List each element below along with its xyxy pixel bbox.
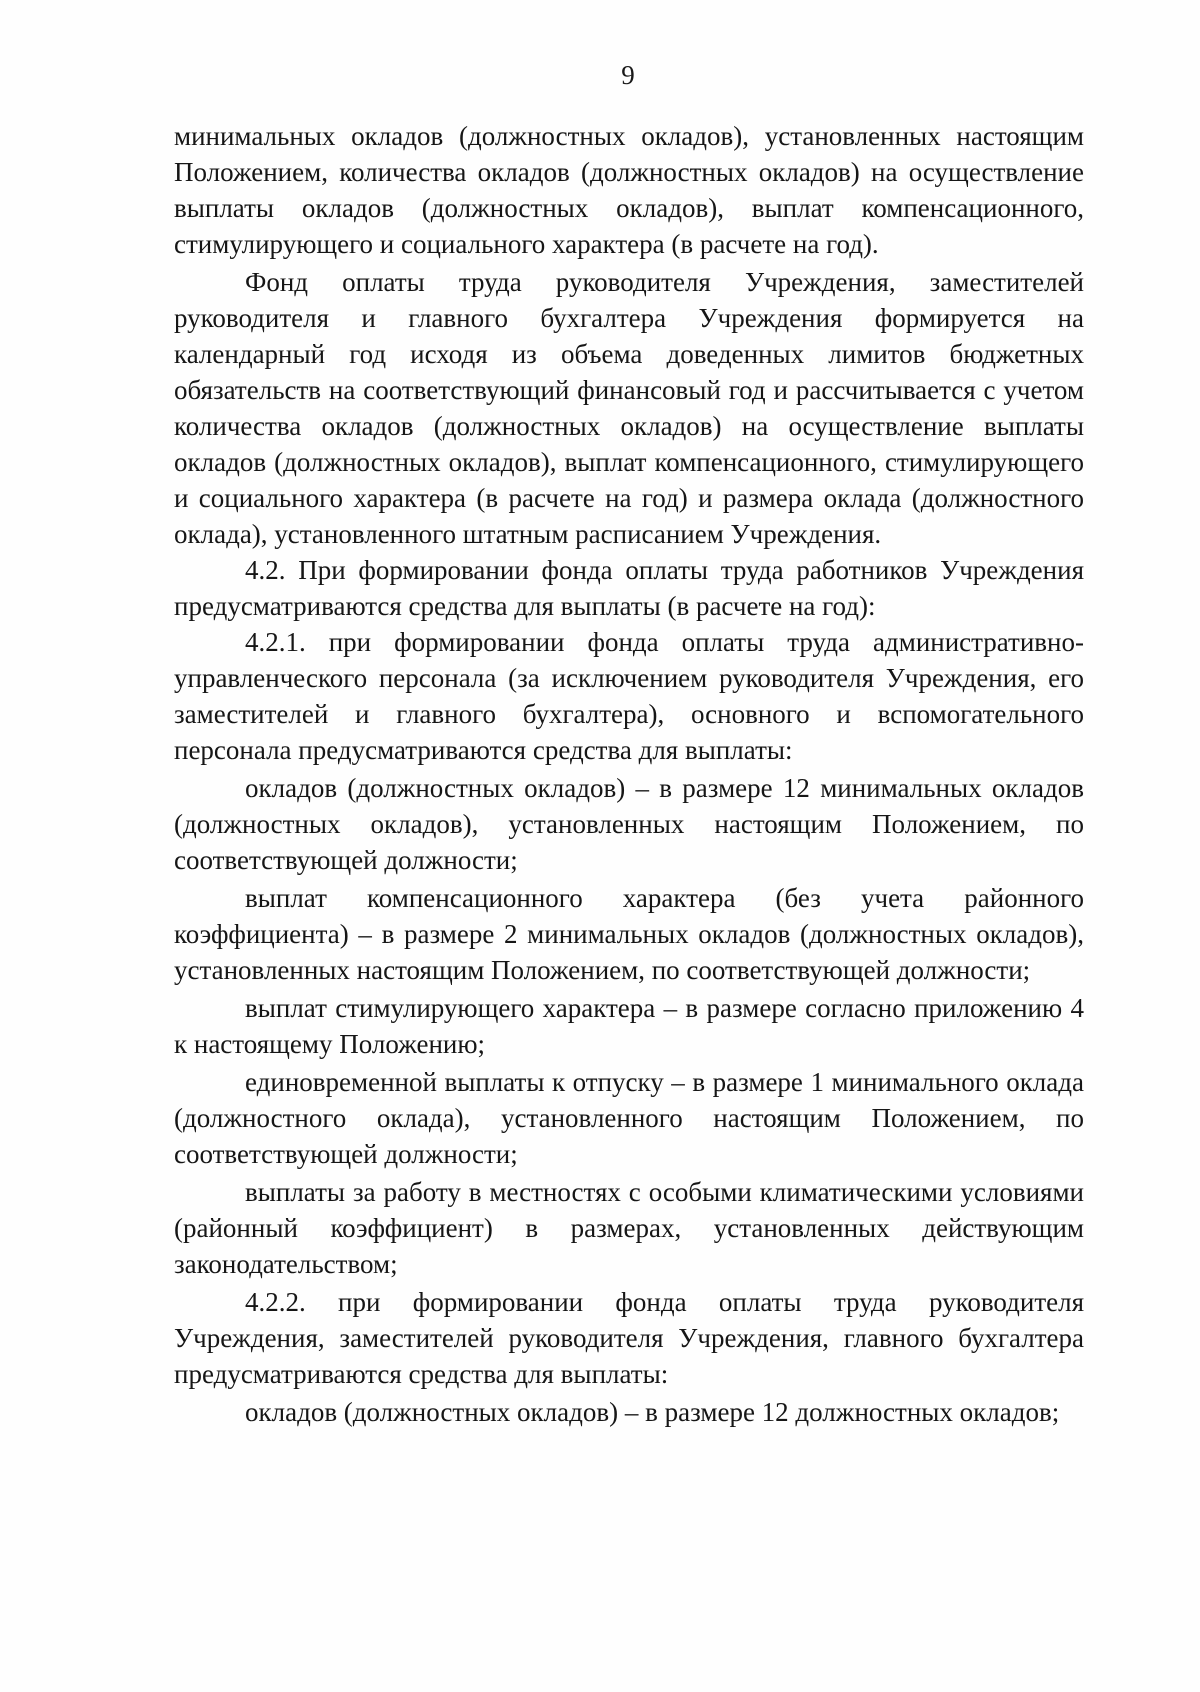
paragraph-1: минимальных окладов (должностных окладов), установленных настоящим Положением, количества окладов (должностных окладов) на осуществление выплаты окладов (должностных окладов), выплат компенсационного, стимулирующего и социального характера (в расчете на год).	[174, 121, 1084, 259]
paragraph-8: единовременной выплаты к отпуску – в размере 1 минимального оклада (должностного оклада), установленного настоящим Положением, по соответствующей должности;	[174, 1067, 1084, 1169]
paragraph-3: 4.2. При формировании фонда оплаты труда работников Учреждения предусматриваются средства для выплаты (в расчете на год):	[174, 555, 1084, 621]
paragraph-4: 4.2.1. при формировании фонда оплаты труда административно-управленческого персонала (за исключением руководителя Учреждения, его заместителей и главного бухгалтера), основного и вспомогательного персонала предусматриваются средства для выплаты:	[174, 627, 1084, 765]
paragraph-7: выплат стимулирующего характера – в размере согласно приложению 4 к настоящему Положению;	[174, 993, 1084, 1059]
paragraph-2: Фонд оплаты труда руководителя Учреждения, заместителей руководителя и главного бухгалтера Учреждения формируется на календарный год исходя из объема доведенных лимитов бюджетных обязательств на соответствующий финансовый год и рассчитывается с учетом количества окладов (должностных окладов) на осуществление выплаты окладов (должностных окладов), выплат компенсационного, стимулирующего и социального характера (в расчете на год) и размера оклада (должностного оклада), установленного штатным расписанием Учреждения.	[174, 267, 1084, 549]
document-body	[174, 118, 1084, 1430]
paragraph-9: выплаты за работу в местностях с особыми климатическими условиями (районный коэффициент) в размерах, установленных действующим законодательством;	[174, 1177, 1084, 1279]
page-number: 9	[621, 60, 635, 90]
paragraph-11: окладов (должностных окладов) – в размере 12 должностных окладов;	[245, 1397, 1060, 1427]
paragraph-10: 4.2.2. при формировании фонда оплаты труда руководителя Учреждения, заместителей руководителя Учреждения, главного бухгалтера предусматриваются средства для выплаты:	[174, 1287, 1084, 1389]
paragraph-5: окладов (должностных окладов) – в размере 12 минимальных окладов (должностных окладов), установленных настоящим Положением, по соответствующей должности;	[174, 773, 1084, 875]
paragraph-6: выплат компенсационного характера (без учета районного коэффициента) – в размере 2 минимальных окладов (должностных окладов), установленных настоящим Положением, по соответствующей должности;	[174, 883, 1084, 985]
